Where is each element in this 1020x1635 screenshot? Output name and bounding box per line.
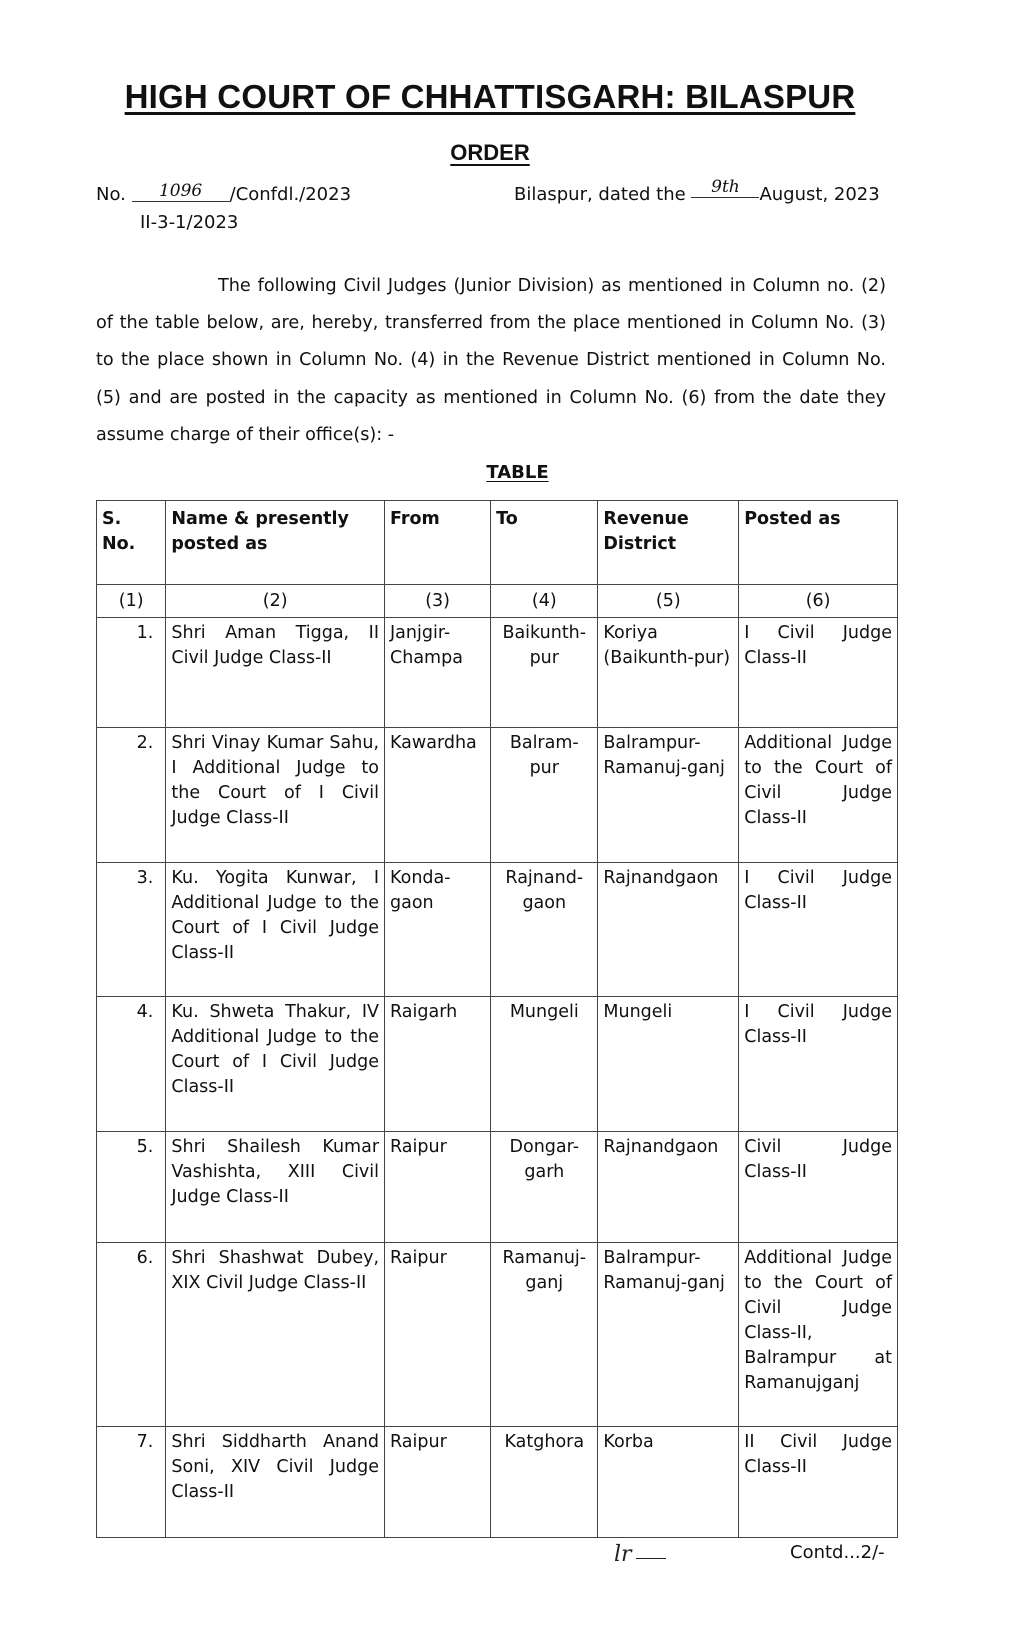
cell-to: Balram-pur — [491, 728, 598, 863]
date-suffix: August, 2023 — [759, 184, 880, 205]
cell-name: Shri Shailesh Kumar Vashishta, XIII Civil Judge Class-II — [166, 1132, 385, 1243]
cell-district: Balrampur-Ramanuj-ganj — [598, 728, 739, 863]
order-date — [514, 177, 880, 206]
date-prefix: Bilaspur, dated the — [514, 184, 686, 205]
continued-note: Contd...2/- — [790, 1542, 885, 1563]
cell-district: Rajnandgaon — [598, 863, 739, 997]
cell-from: Raigarh — [385, 997, 491, 1132]
table-row — [97, 997, 898, 1132]
header-from: From — [385, 501, 491, 585]
cell-sno: 1. — [97, 618, 166, 728]
cell-district: Koriya (Baikunth-pur) — [598, 618, 739, 728]
cell-posted: I Civil Judge Class-II — [739, 997, 898, 1132]
column-number: (6) — [739, 585, 898, 618]
cell-posted: Additional Judge to the Court of Civil Judge Class-II — [739, 728, 898, 863]
cell-name: Shri Siddharth Anand Soni, XIV Civil Judge Class-II — [166, 1427, 385, 1538]
order-number — [96, 181, 352, 206]
table-row — [97, 618, 898, 728]
cell-from: Konda-gaon — [385, 863, 491, 997]
cell-from: Raipur — [385, 1243, 491, 1427]
cell-posted: Civil Judge Class-II — [739, 1132, 898, 1243]
header-district: Revenue District — [598, 501, 739, 585]
cell-sno: 5. — [97, 1132, 166, 1243]
cell-name: Shri Vinay Kumar Sahu, I Additional Judge to the Court of I Civil Judge Class-II — [166, 728, 385, 863]
header-name: Name & presently posted as — [166, 501, 385, 585]
table-row — [97, 1427, 898, 1538]
cell-to: Mungeli — [491, 997, 598, 1132]
cell-posted: II Civil Judge Class-II — [739, 1427, 898, 1538]
file-number: II-3-1/2023 — [140, 212, 239, 233]
header-sno: S. No. — [97, 501, 166, 585]
table-row — [97, 1132, 898, 1243]
table-row — [97, 1243, 898, 1427]
cell-name: Ku. Shweta Thakur, IV Additional Judge to the Court of I Civil Judge Class-II — [166, 997, 385, 1132]
cell-district: Balrampur-Ramanuj-ganj — [598, 1243, 739, 1427]
court-heading: HIGH COURT OF CHHATTISGARH: BILASPUR — [124, 78, 856, 115]
column-number: (3) — [385, 585, 491, 618]
column-number-row — [97, 585, 898, 618]
order-body-text: The following Civil Judges (Junior Division) as mentioned in Column no. (2) of the table below, are, hereby, transferred from the place mentioned in Column No. (3) to the place shown in Column No. (4) in the Revenue District mentioned in Column No. (5) and are posted in the capacity as mentioned in Column No. (6) from the date they assume charge of their office(s): - — [96, 276, 886, 445]
cell-sno: 7. — [97, 1427, 166, 1538]
cell-from: Raipur — [385, 1427, 491, 1538]
cell-from: Raipur — [385, 1132, 491, 1243]
cell-to: Katghora — [491, 1427, 598, 1538]
order-number-prefix: No. — [96, 184, 126, 205]
handwritten-initials: lr — [614, 1542, 666, 1567]
column-number: (5) — [598, 585, 739, 618]
cell-to: Baikunth-pur — [491, 618, 598, 728]
cell-district: Korba — [598, 1427, 739, 1538]
cell-posted: I Civil Judge Class-II — [739, 618, 898, 728]
cell-sno: 6. — [97, 1243, 166, 1427]
cell-to: Rajnand-gaon — [491, 863, 598, 997]
transfer-table — [96, 500, 898, 1538]
header-to: To — [491, 501, 598, 585]
table-title: TABLE — [486, 462, 549, 483]
cell-name: Shri Shashwat Dubey, XIX Civil Judge Class-II — [166, 1243, 385, 1427]
cell-district: Mungeli — [598, 997, 739, 1132]
cell-to: Ramanuj-ganj — [491, 1243, 598, 1427]
cell-name: Ku. Yogita Kunwar, I Additional Judge to the Court of I Civil Judge Class-II — [166, 863, 385, 997]
cell-sno: 4. — [97, 997, 166, 1132]
column-number: (2) — [166, 585, 385, 618]
cell-from: Janjgir-Champa — [385, 618, 491, 728]
date-handwritten: 9th — [691, 177, 759, 198]
cell-posted: I Civil Judge Class-II — [739, 863, 898, 997]
cell-to: Dongar-garh — [491, 1132, 598, 1243]
order-number-handwritten: 1096 — [132, 181, 230, 202]
cell-district: Rajnandgaon — [598, 1132, 739, 1243]
order-number-suffix: /Confdl./2023 — [229, 184, 352, 205]
table-row — [97, 728, 898, 863]
table-row — [97, 863, 898, 997]
cell-sno: 2. — [97, 728, 166, 863]
header-posted: Posted as — [739, 501, 898, 585]
order-title: ORDER — [450, 140, 530, 165]
column-number: (4) — [491, 585, 598, 618]
cell-sno: 3. — [97, 863, 166, 997]
cell-posted: Additional Judge to the Court of Civil Judge Class-II, Balrampur at Ramanujganj — [739, 1243, 898, 1427]
cell-name: Shri Aman Tigga, II Civil Judge Class-II — [166, 618, 385, 728]
cell-from: Kawardha — [385, 728, 491, 863]
table-header-row — [97, 501, 898, 585]
column-number: (1) — [97, 585, 166, 618]
